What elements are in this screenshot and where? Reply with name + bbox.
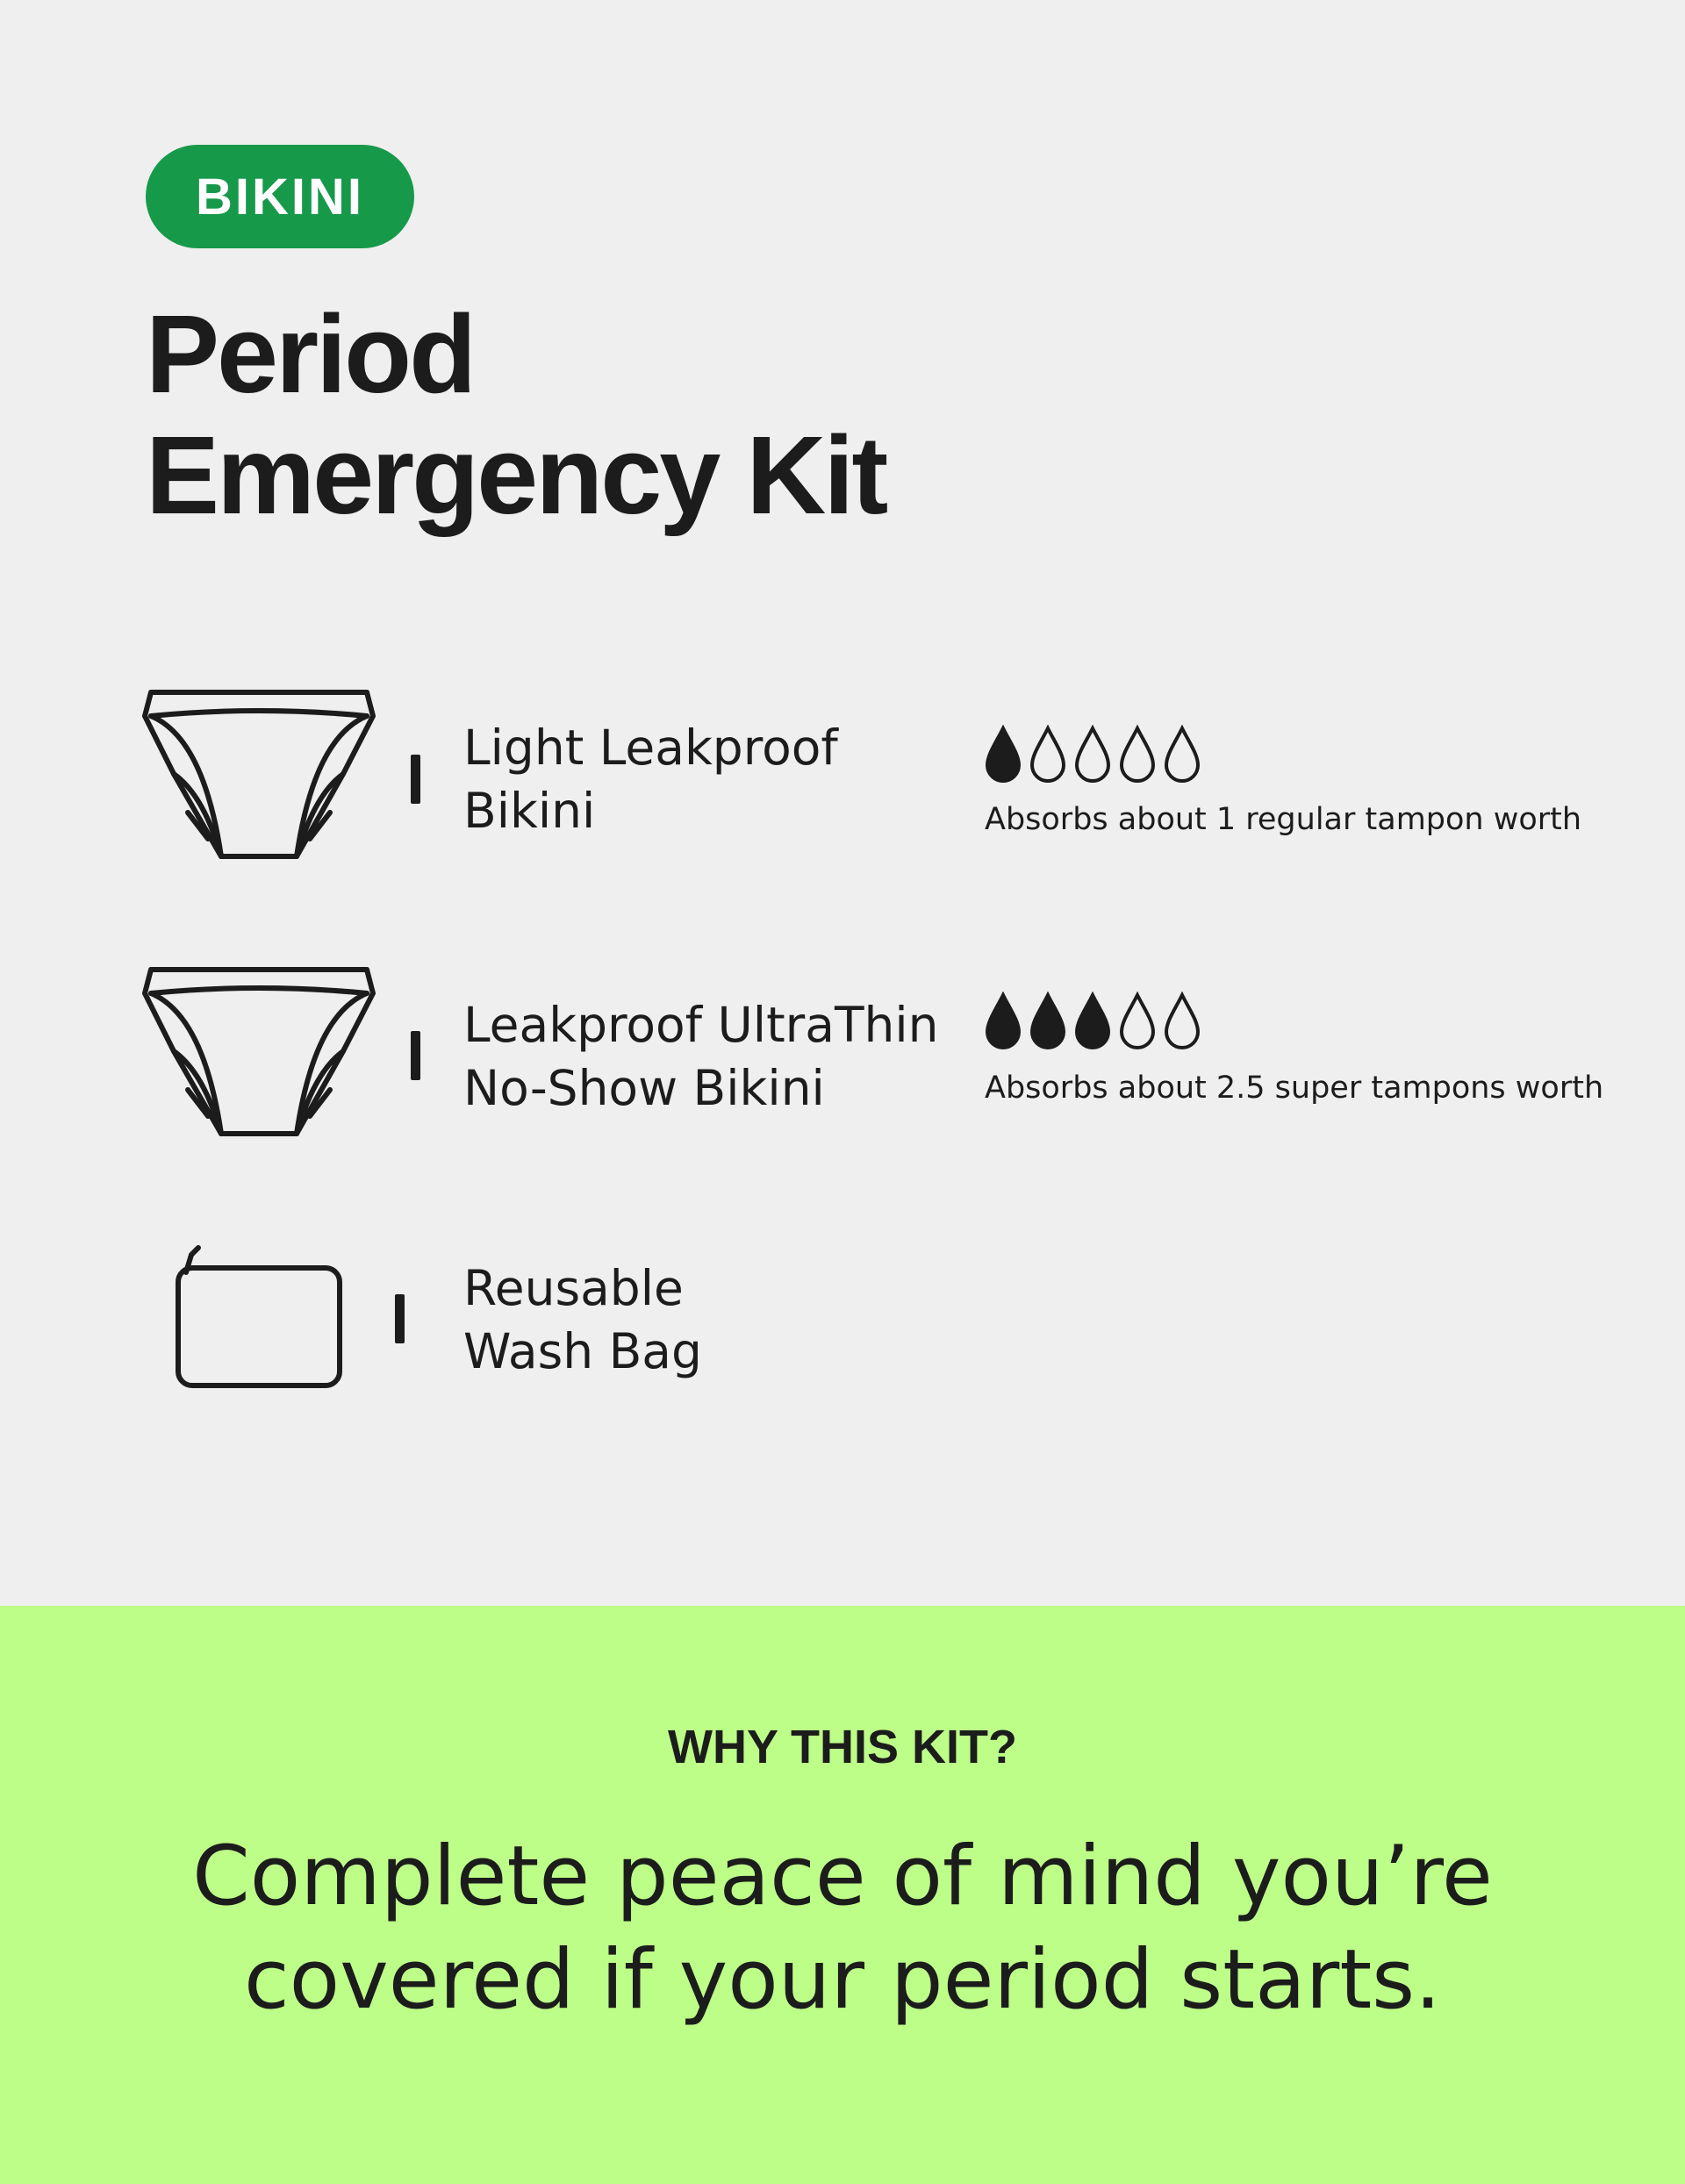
why-statement-line-2: covered if your period starts. <box>243 1932 1442 2028</box>
title-line-1: Period <box>146 292 475 416</box>
absorbency-text: Absorbs about 2.5 super tampons worth <box>985 1071 1604 1106</box>
drop-empty-icon <box>1162 992 1202 1049</box>
drop-filled-icon <box>1028 992 1068 1049</box>
item-name-line-2: No-Show Bikini <box>463 1060 825 1116</box>
why-statement-line-1: Complete peace of mind you’re <box>192 1829 1493 1924</box>
absorbency-rating <box>983 725 1202 783</box>
bikini-icon <box>142 690 376 860</box>
drop-empty-icon <box>1117 725 1158 783</box>
drop-filled-icon <box>983 725 1023 783</box>
item-name-line-1: Reusable <box>463 1260 684 1316</box>
item-name-line-2: Wash Bag <box>463 1323 702 1379</box>
item-separator <box>395 1294 405 1343</box>
drop-empty-icon <box>1028 725 1068 783</box>
item-name-line-1: Light Leakproof <box>463 720 838 776</box>
item-name-line-1: Leakproof UltraThin <box>463 997 939 1053</box>
drop-filled-icon <box>983 992 1023 1049</box>
item-separator <box>411 1031 420 1080</box>
drop-filled-icon <box>1072 992 1113 1049</box>
why-heading: WHY THIS KIT? <box>668 1721 1017 1773</box>
absorbency-rating <box>983 992 1202 1049</box>
item-name <box>463 716 838 842</box>
item-name-line-2: Bikini <box>463 783 596 839</box>
absorbency-text: Absorbs about 1 regular tampon worth <box>985 802 1582 837</box>
wash-bag-icon <box>174 1241 344 1390</box>
page-title <box>146 294 886 536</box>
item-name <box>463 1257 702 1383</box>
why-this-kit-section <box>0 1606 1685 2184</box>
why-statement <box>0 1825 1685 2032</box>
drop-empty-icon <box>1117 992 1158 1049</box>
item-separator <box>411 755 420 804</box>
bikini-icon <box>142 967 376 1137</box>
drop-empty-icon <box>1162 725 1202 783</box>
item-name <box>463 993 939 1120</box>
title-line-2: Emergency Kit <box>146 413 886 537</box>
drop-empty-icon <box>1072 725 1113 783</box>
category-badge: BIKINI <box>146 145 414 248</box>
